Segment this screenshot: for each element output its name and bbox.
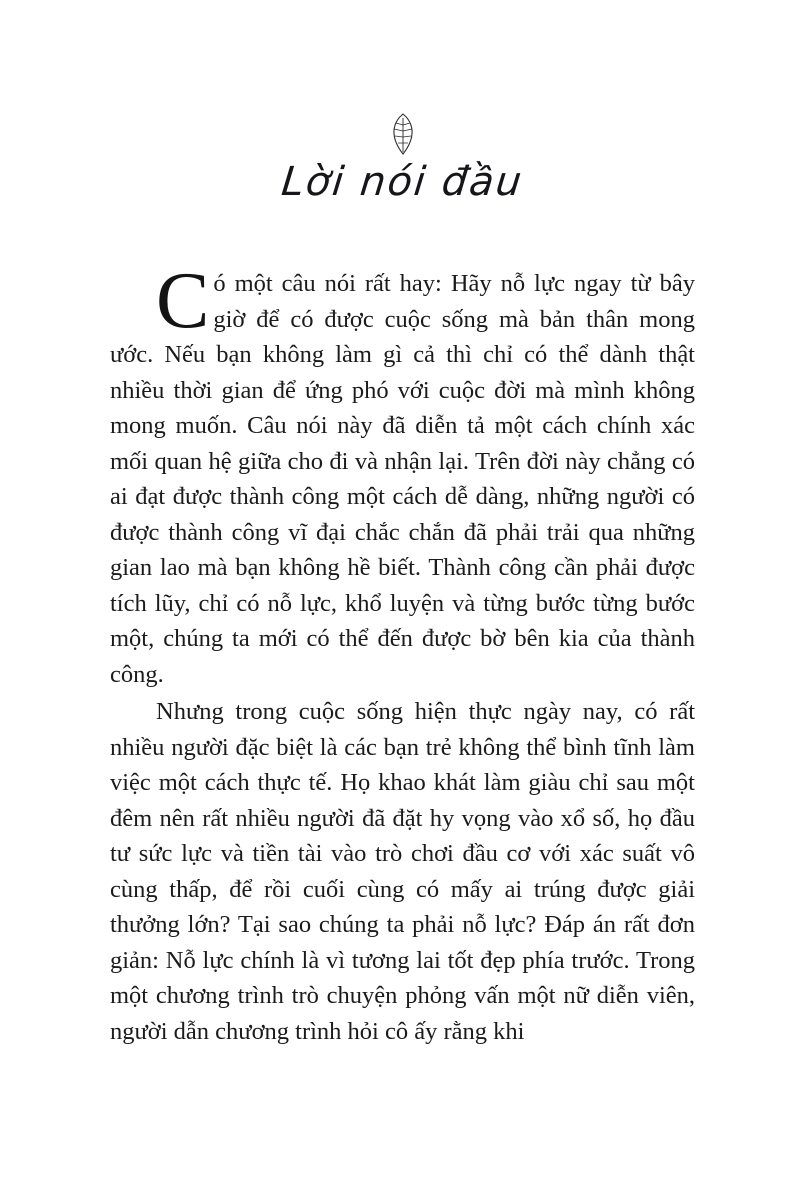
leaf-icon xyxy=(386,112,420,156)
paragraph-1 xyxy=(110,257,695,692)
chapter-header xyxy=(110,0,695,204)
body-copy xyxy=(110,257,695,1049)
paragraph-text: ó một câu nói rất hay: Hãy nỗ lực ngay từ bây giờ để có được cuộc sống mà bản thân mong ước. Nếu bạn không làm gì cả thì chỉ có thể dành thật nhiều thời gian để ứng phó với cuộc đời mà mình không mong muốn. Câu nói này đã diễn tả một cách chính xác mối quan hệ giữa cho đi và nhận lại. Trên đời này chẳng có ai đạt được thành công một cách dễ dàng, những người có được thành công vĩ đại chắc chắn đã phải trải qua những gian lao mà bạn không hề biết. Thành công cần phải được tích lũy, chỉ có nỗ lực, khổ luyện và từng bước từng bước một, chúng ta mới có thể đến được bờ bên kia của thành công. xyxy=(110,270,695,688)
drop-cap: C xyxy=(156,257,210,345)
page-title: Lời nói đầu xyxy=(279,159,526,205)
paragraph-2 xyxy=(110,694,695,1049)
paragraph-text: Nhưng trong cuộc sống hiện thực ngày nay, có rất nhiều người đặc biệt là các bạn trẻ không thể bình tĩnh làm việc một cách thực tế. Họ khao khát làm giàu chỉ sau một đêm nên rất nhiều người đã đặt hy vọng vào xổ số, họ đầu tư sức lực và tiền tài vào trò chơi đầu cơ với xác suất vô cùng thấp, để rồi cuối cùng có mấy ai trúng được giải thưởng lớn? Tại sao chúng ta phải nỗ lực? Đáp án rất đơn giản: Nỗ lực chính là vì tương lai tốt đẹp phía trước. Trong một chương trình trò chuyện phỏng vấn một nữ diễn viên, người dẫn chương trình hỏi cô ấy rằng khi xyxy=(110,698,695,1045)
